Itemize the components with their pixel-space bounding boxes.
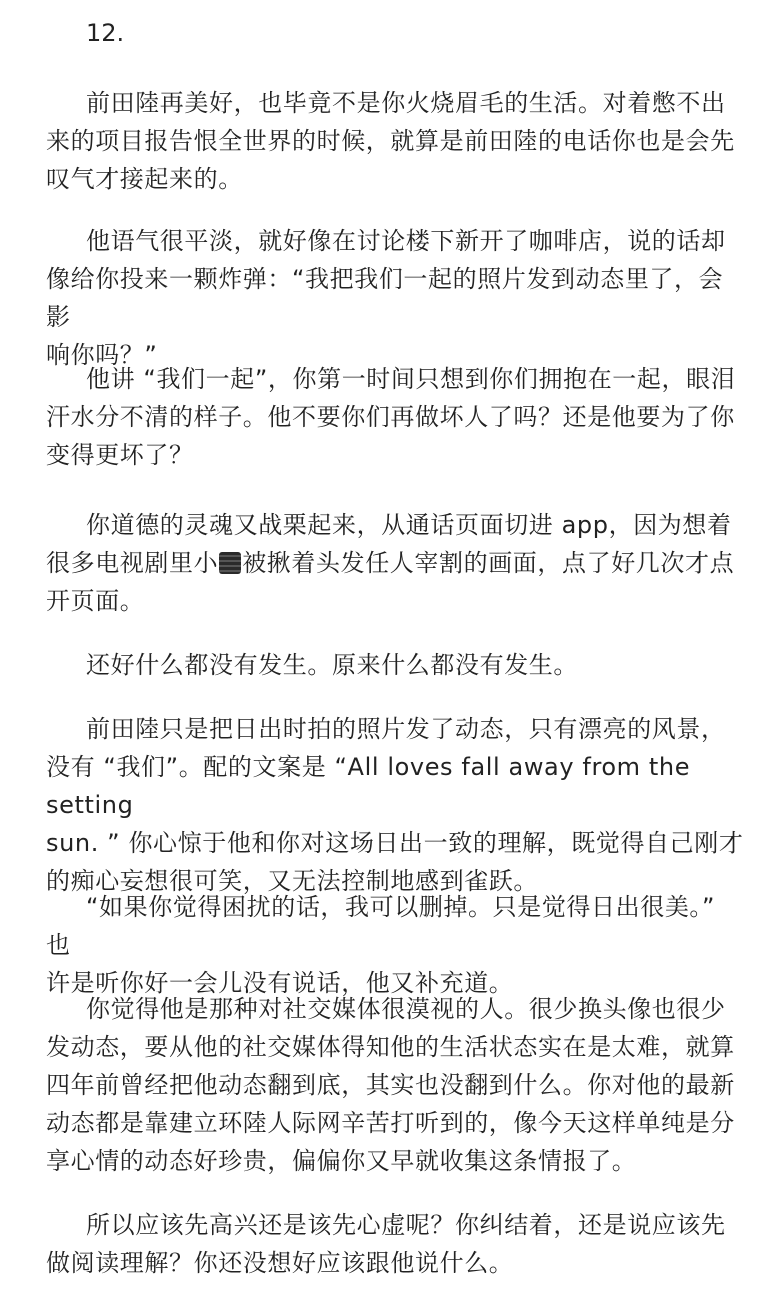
paragraph-5: 还好什么都没有发生。原来什么都没有发生。	[86, 651, 578, 679]
paragraph-8: 你觉得他是那种对社交媒体很漠视的人。很少换头像也很少 发动态，要从他的社交媒体得知他的生活状态实在是太难，就算 四年前曾经把他动态翻到底，其实也没翻到什么。你对他的最新 动态都是靠建立环陸人际网辛苦打听到的，像今天这样单纯是分 享心情的动态好珍贵，偏偏你又早就收集这条情报了。	[46, 995, 735, 1175]
paragraph-4	[46, 506, 746, 620]
paragraph-7: “如果你觉得困扰的话，我可以删掉。只是觉得日出很美。” 也 许是听你好一会儿没有说话，他又补充道。	[46, 893, 716, 997]
paragraph-4-text-after: 被揪着头发任人宰割的画面，点了好几次才点 开页面。	[46, 549, 735, 615]
paragraph-6: 前田陸只是把日出时拍的照片发了动态，只有漂亮的风景， 没有 “我们”。配的文案是 “All loves fall away from the setting sun. ” 你心惊于他和你对这场日出一致的理解，既觉得自己刚才 的痴心妄想很可笑，又无法控制地感到雀跃。	[46, 715, 744, 895]
censor-mark-icon	[219, 552, 241, 574]
paragraph-2: 他语气很平淡，就好像在讨论楼下新开了咖啡店，说的话却 像给你投来一颗炸弹：“我把我们一起的照片发到动态里了，会影 响你吗？”	[46, 227, 726, 369]
paragraph-3: 他讲 “我们一起”，你第一时间只想到你们拥抱在一起，眼泪 汗水分不清的样子。他不要你们再做坏人了吗？还是他要为了你 变得更坏了？	[46, 365, 736, 469]
paragraph-4-text-before: 你道德的灵魂又战栗起来，从通话页面切进 app，因为想着 很多电视剧里小	[46, 511, 732, 577]
paragraph-1: 前田陸再美好，也毕竟不是你火烧眉毛的生活。对着憋不出 来的项目报告恨全世界的时候，就算是前田陸的电话你也是会先 叹气才接起来的。	[46, 89, 735, 193]
paragraph-9: 所以应该先高兴还是该先心虚呢？你纠结着，还是说应该先 做阅读理解？你还没想好应该跟他说什么。	[46, 1211, 726, 1277]
chapter-number: 12.	[86, 19, 125, 47]
